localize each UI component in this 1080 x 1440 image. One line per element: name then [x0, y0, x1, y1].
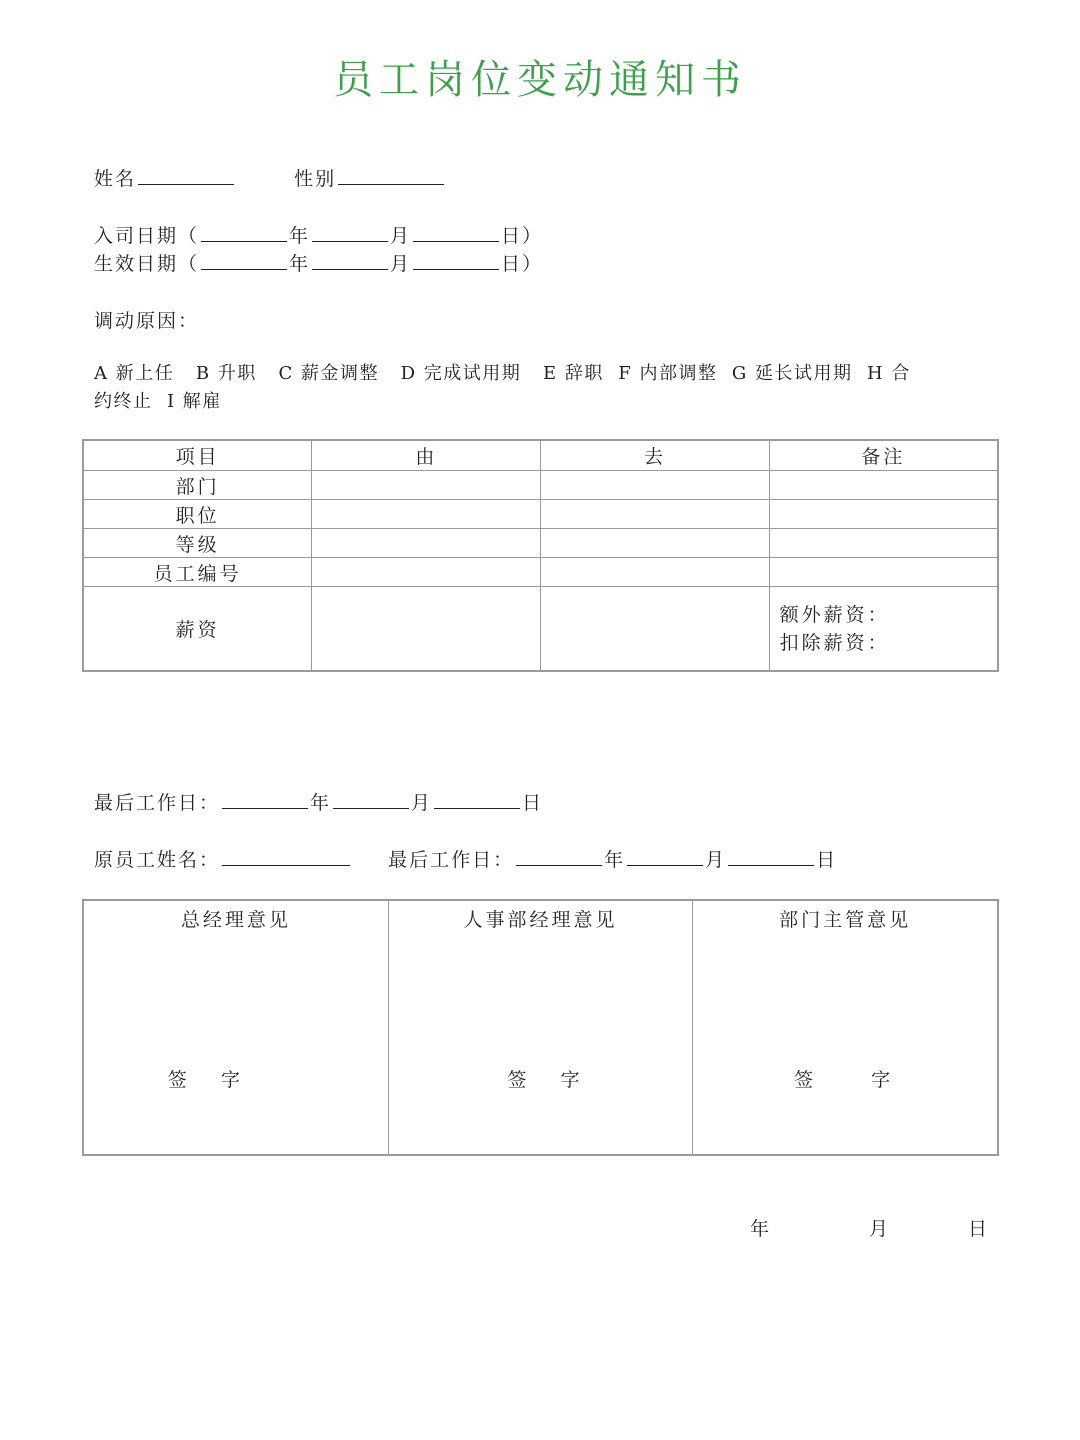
- grade-remark-cell[interactable]: [769, 529, 997, 558]
- header-to: 去: [541, 441, 769, 471]
- name-label: 姓名: [94, 168, 137, 190]
- gm-opinion-title: 总经理意见: [180, 909, 291, 931]
- entry-date-label: 入司日期（: [94, 225, 200, 247]
- row-label-salary: 薪资: [84, 587, 312, 671]
- row-label-grade: 等级: [84, 529, 312, 558]
- effective-month-field[interactable]: [312, 251, 388, 270]
- salary-remark-cell[interactable]: [769, 587, 997, 671]
- approval-table: [83, 900, 998, 1155]
- entry-month-field[interactable]: [312, 223, 388, 242]
- department-from-cell[interactable]: [312, 471, 541, 500]
- header-from: 由: [312, 441, 541, 471]
- last-day-row: [94, 788, 543, 815]
- employee-id-to-cell[interactable]: [541, 558, 769, 587]
- effective-year-label: 年: [289, 253, 311, 275]
- effective-date-row: [94, 249, 543, 276]
- gender-label: 性别: [294, 168, 337, 190]
- footer-year-label: 年: [750, 1218, 772, 1240]
- gm-opinion-cell[interactable]: [84, 901, 389, 1155]
- reason-options-line1: A 新上任 B 升职 C 薪金调整 D 完成试用期 E 辞职 F 内部调整 G 延长试用期 H 合: [94, 363, 911, 384]
- former-year-field[interactable]: [516, 847, 602, 866]
- row-label-position: 职位: [84, 500, 312, 529]
- effective-month-label: 月: [390, 253, 412, 275]
- entry-month-label: 月: [390, 225, 412, 247]
- grade-to-cell[interactable]: [541, 529, 769, 558]
- salary-to-cell[interactable]: [541, 587, 769, 671]
- footer-month-label: 月: [869, 1218, 891, 1240]
- effective-year-field[interactable]: [201, 251, 287, 270]
- last-day-month-field[interactable]: [333, 790, 409, 809]
- last-day-day-label: 日: [522, 792, 544, 814]
- department-remark-cell[interactable]: [769, 471, 997, 500]
- former-day-label: 日: [816, 849, 838, 871]
- dept-opinion-title: 部门主管意见: [779, 909, 912, 931]
- last-day-day-field[interactable]: [434, 790, 520, 809]
- reason-options-line2: 约终止 I 解雇: [94, 391, 222, 412]
- effective-day-label: 日）: [501, 253, 544, 275]
- entry-year-label: 年: [289, 225, 311, 247]
- employee-id-from-cell[interactable]: [312, 558, 541, 587]
- department-to-cell[interactable]: [541, 471, 769, 500]
- entry-date-row: [94, 221, 543, 248]
- footer-day-label: 日: [968, 1218, 990, 1240]
- row-label-employee-id: 员工编号: [84, 558, 312, 587]
- grade-from-cell[interactable]: [312, 529, 541, 558]
- extra-salary-label: 额外薪资：: [779, 603, 890, 626]
- row-label-department: 部门: [84, 471, 312, 500]
- last-day-year-label: 年: [310, 792, 332, 814]
- hr-sign-label: 签 字: [507, 1069, 594, 1091]
- former-month-label: 月: [705, 849, 727, 871]
- former-employee-row: [94, 845, 837, 872]
- deduct-salary-label: 扣除薪资：: [779, 631, 890, 654]
- last-day-year-field[interactable]: [222, 790, 308, 809]
- position-to-cell[interactable]: [541, 500, 769, 529]
- dept-sign-label: 签 字: [794, 1069, 917, 1091]
- position-remark-cell[interactable]: [769, 500, 997, 529]
- last-day-label: 最后工作日：: [94, 792, 221, 814]
- hr-opinion-cell[interactable]: [388, 901, 693, 1155]
- entry-day-field[interactable]: [413, 223, 499, 242]
- last-day-month-label: 月: [411, 792, 433, 814]
- salary-from-cell[interactable]: [312, 587, 541, 671]
- name-gender-row: [94, 164, 446, 191]
- page-title: 员工岗位变动通知书: [333, 57, 747, 103]
- former-day-field[interactable]: [728, 847, 814, 866]
- dept-opinion-cell[interactable]: [693, 901, 998, 1155]
- effective-day-field[interactable]: [413, 251, 499, 270]
- reason-label: 调动原因：: [94, 310, 200, 332]
- header-item: 项目: [84, 441, 312, 471]
- entry-day-label: 日）: [501, 225, 544, 247]
- header-remark: 备注: [769, 441, 997, 471]
- effective-date-label: 生效日期（: [94, 253, 200, 275]
- change-table: [83, 440, 998, 671]
- name-field[interactable]: [138, 166, 234, 185]
- former-last-day-label: 最后工作日：: [388, 849, 515, 871]
- former-name-field[interactable]: [222, 847, 350, 866]
- gender-field[interactable]: [338, 166, 444, 185]
- gm-sign-label: 签 字: [167, 1069, 254, 1091]
- former-name-label: 原员工姓名：: [94, 849, 221, 871]
- entry-year-field[interactable]: [201, 223, 287, 242]
- former-year-label: 年: [604, 849, 626, 871]
- employee-id-remark-cell[interactable]: [769, 558, 997, 587]
- hr-opinion-title: 人事部经理意见: [463, 909, 618, 931]
- former-month-field[interactable]: [627, 847, 703, 866]
- position-from-cell[interactable]: [312, 500, 541, 529]
